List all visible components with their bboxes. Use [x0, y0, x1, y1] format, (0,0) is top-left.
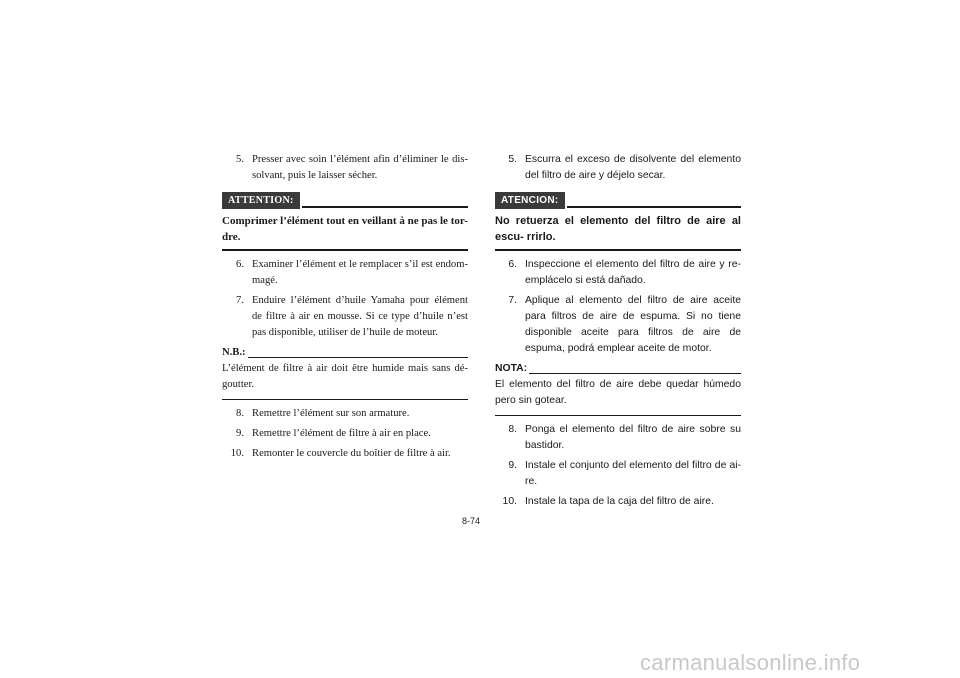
step-number: 6.: [236, 259, 244, 270]
step-text: Remonter le couvercle du boîtier de filtre à air.: [252, 448, 451, 459]
note-label: N.B.:: [222, 347, 246, 358]
step-number: 10.: [230, 448, 244, 459]
step-number: 6.: [508, 259, 517, 270]
step-number: 8.: [508, 424, 517, 435]
es-step-7: [495, 293, 741, 357]
es-step-10: [495, 494, 741, 510]
step-text: Aplique al elemento del filtro de aire aceite para filtros de aire de espuma. Si no tiene disponible aceite para filtros de aire de espuma, podrá emplear aceite de motor.: [525, 295, 741, 354]
french-column: [222, 152, 468, 466]
fr-step-8: [222, 406, 468, 422]
spanish-column: [495, 152, 741, 514]
step-text: Instale la tapa de la caja del filtro de aire.: [525, 496, 714, 507]
es-step-5: [495, 152, 741, 184]
fr-step-6: [222, 257, 468, 289]
step-text: Escurra el exceso de disolvente del elemento del filtro de aire y déjelo secar.: [525, 154, 741, 181]
step-number: 5.: [508, 154, 517, 165]
divider: [302, 206, 468, 208]
step-text: Examiner l’élément et le remplacer s’il est endom- magé.: [252, 259, 468, 286]
step-text: Instale el conjunto del elemento del filtro de ai- re.: [525, 460, 741, 487]
page-number: 8-74: [462, 516, 481, 526]
es-attention-header: [495, 192, 741, 209]
step-number: 8.: [236, 408, 244, 419]
step-text: Remettre l’élément de filtre à air en place.: [252, 428, 431, 439]
step-number: 10.: [502, 496, 517, 507]
fr-note-header: [222, 345, 468, 361]
es-step-6: [495, 257, 741, 289]
step-text: Enduire l’élément d’huile Yamaha pour élément de filtre à air en mousse. Si ce type d’huile n’est pas disponible, utiliser de l’huile de moteur.: [252, 295, 468, 338]
fr-step-10: [222, 446, 468, 462]
fr-step-9: [222, 426, 468, 442]
es-step-8: [495, 422, 741, 454]
watermark: carmanualsonline.info: [640, 650, 861, 675]
step-number: 9.: [508, 460, 517, 471]
divider: [248, 357, 468, 358]
attention-badge: ATENCION:: [495, 192, 565, 209]
fr-attention-text: Comprimer l’élément tout en veillant à ne pas le tor- dre.: [222, 213, 468, 251]
fr-attention-header: [222, 192, 468, 209]
fr-note-text: L’élément de filtre à air doit être humide mais sans dé- goutter.: [222, 361, 468, 400]
step-text: Remettre l’élément sur son armature.: [252, 408, 410, 419]
step-number: 7.: [508, 295, 517, 306]
step-text: Inspeccione el elemento del filtro de aire y re- emplácelo si está dañado.: [525, 259, 741, 286]
es-attention-text: No retuerza el elemento del filtro de aire al escu- rrirlo.: [495, 213, 741, 251]
fr-step-7: [222, 293, 468, 341]
step-text: Presser avec soin l’élément afin d’éliminer le dis- solvant, puis le laisser sécher.: [252, 154, 468, 181]
step-number: 7.: [236, 295, 244, 306]
step-text: Ponga el elemento del filtro de aire sobre su bastidor.: [525, 424, 741, 451]
es-note-text: El elemento del filtro de aire debe quedar húmedo pero sin gotear.: [495, 377, 741, 416]
divider: [567, 206, 741, 208]
step-number: 9.: [236, 428, 244, 439]
note-label: NOTA:: [495, 363, 528, 374]
es-note-header: [495, 361, 741, 377]
es-step-9: [495, 458, 741, 490]
step-number: 5.: [236, 154, 244, 165]
attention-badge: ATTENTION:: [222, 192, 300, 209]
divider: [529, 373, 741, 374]
fr-step-5: [222, 152, 468, 184]
